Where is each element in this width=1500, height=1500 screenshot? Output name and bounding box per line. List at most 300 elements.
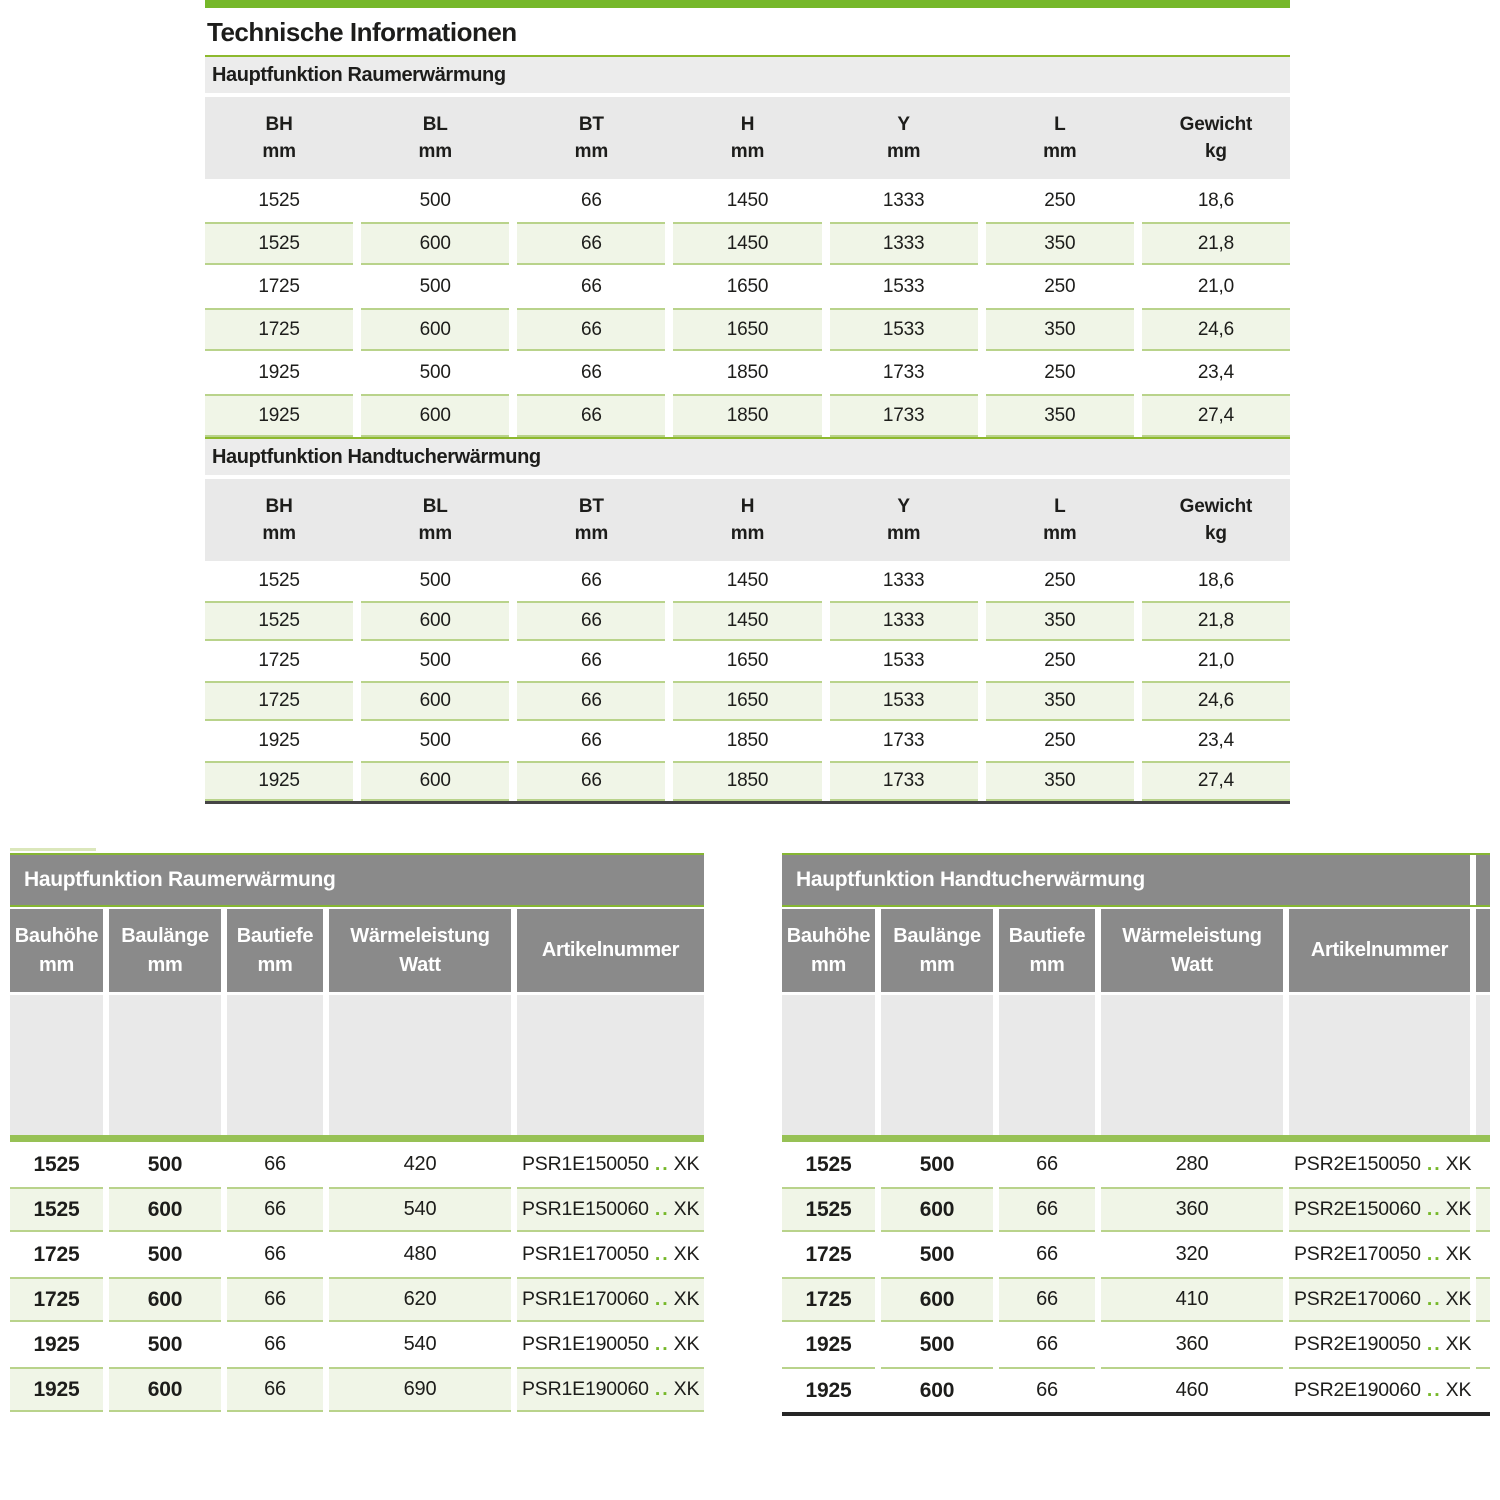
column-unit: mm <box>574 523 609 544</box>
column-label: Y <box>897 496 910 517</box>
data-cell: 66 <box>580 189 602 211</box>
data-cell: 1725 <box>10 1277 103 1322</box>
data-cell: 600 <box>881 1187 993 1232</box>
green-dots: .. <box>1426 1243 1442 1265</box>
data-cell: 1925 <box>258 730 300 751</box>
column-header <box>830 97 978 179</box>
column-label: Bautiefe <box>1008 924 1086 947</box>
bottom-table-raumerwaermung <box>10 848 704 1412</box>
data-cell: 1525 <box>205 222 353 265</box>
data-row <box>205 394 1290 437</box>
green-dots: .. <box>1426 1333 1442 1355</box>
article-suffix: XK <box>1445 1243 1472 1265</box>
data-cell: 1525 <box>205 601 353 641</box>
column-header <box>986 479 1134 561</box>
data-cell: 1850 <box>673 761 821 801</box>
article-number <box>517 1322 704 1367</box>
article-suffix: XK <box>1445 1288 1472 1310</box>
data-cell: 1525 <box>782 1187 875 1232</box>
data-cell: 1650 <box>726 275 769 297</box>
data-cell: 1533 <box>830 681 978 721</box>
data-row <box>205 179 1290 222</box>
column-header-row <box>205 97 1290 179</box>
dark-bottom-border <box>782 1412 1490 1416</box>
data-cell: 1450 <box>726 189 769 211</box>
data-cell: 690 <box>329 1367 511 1412</box>
data-cell: 27,4 <box>1142 761 1290 801</box>
data-cell: 27,4 <box>1142 394 1290 437</box>
data-cell: 1533 <box>830 308 978 351</box>
data-cell: 1650 <box>673 681 821 721</box>
column-header <box>227 909 323 992</box>
column-header <box>205 479 353 561</box>
data-cell: 1925 <box>258 361 300 383</box>
article-number <box>517 1232 704 1277</box>
column-unit: mm <box>1043 523 1077 544</box>
data-cell: 600 <box>361 681 509 721</box>
data-cell: 1650 <box>726 650 769 671</box>
article-suffix: XK <box>673 1333 700 1355</box>
column-header-row <box>782 909 1490 992</box>
column-label: L <box>1054 114 1066 135</box>
data-cell: 350 <box>986 222 1134 265</box>
article-suffix: XK <box>1445 1379 1472 1401</box>
column-unit: Watt <box>1171 953 1213 976</box>
data-row <box>205 561 1290 601</box>
data-row <box>205 641 1290 681</box>
data-cell: 66 <box>1036 1153 1058 1175</box>
article-number <box>517 1277 704 1322</box>
data-cell: 360 <box>1175 1333 1209 1355</box>
data-cell: 66 <box>999 1187 1095 1232</box>
column-unit: mm <box>811 953 846 976</box>
data-row <box>782 1142 1490 1187</box>
row-sliver <box>1476 1277 1490 1322</box>
article-suffix: XK <box>1445 1333 1472 1355</box>
data-cell: 1333 <box>882 570 925 591</box>
data-cell: 21,0 <box>1197 275 1234 297</box>
page-title: Technische Informationen <box>207 17 517 47</box>
article-prefix: PSR1E150050 <box>522 1153 649 1175</box>
data-cell: 250 <box>1044 730 1076 751</box>
table-title: Hauptfunktion Handtucherwärmung <box>782 855 1470 905</box>
data-cell: 66 <box>517 681 665 721</box>
column-header-row <box>205 479 1290 561</box>
article-prefix: PSR2E150060 <box>1294 1198 1421 1220</box>
green-dots: .. <box>654 1198 670 1220</box>
data-cell: 410 <box>1101 1277 1283 1322</box>
data-row <box>205 761 1290 801</box>
data-cell: 1850 <box>673 394 821 437</box>
data-cell: 1533 <box>882 275 925 297</box>
article-prefix: PSR2E190060 <box>1294 1379 1421 1401</box>
data-cell: 1525 <box>258 570 300 591</box>
data-cell: 66 <box>580 275 602 297</box>
data-row <box>205 601 1290 641</box>
data-cell: 320 <box>1175 1243 1209 1265</box>
column-label: Bauhöhe <box>14 924 99 947</box>
data-row <box>10 1367 704 1412</box>
data-row <box>205 308 1290 351</box>
data-cell: 500 <box>419 189 451 211</box>
column-label: Bautiefe <box>236 924 314 947</box>
column-label: Baulänge <box>121 924 209 947</box>
column-unit: mm <box>147 953 183 976</box>
top-table-handtucherwaermung <box>205 437 1290 801</box>
empty-cell <box>1289 995 1470 1135</box>
data-row <box>782 1277 1490 1322</box>
green-dots: .. <box>654 1378 670 1400</box>
column-label: BH <box>265 496 293 517</box>
green-dots: .. <box>1426 1288 1442 1310</box>
data-cell: 66 <box>999 1367 1095 1412</box>
data-cell: 1733 <box>882 730 925 751</box>
data-cell: 500 <box>919 1242 955 1266</box>
data-row <box>782 1367 1490 1412</box>
data-cell: 1650 <box>673 308 821 351</box>
table-body <box>782 1142 1490 1412</box>
data-cell: 1725 <box>782 1277 875 1322</box>
data-cell: 1450 <box>673 601 821 641</box>
data-cell: 1450 <box>726 570 769 591</box>
data-row <box>10 1142 704 1187</box>
article-number <box>1289 1187 1470 1232</box>
column-header <box>999 909 1095 992</box>
decor-strip <box>10 848 96 851</box>
column-header <box>329 909 511 992</box>
data-cell: 23,4 <box>1197 730 1234 751</box>
data-cell: 540 <box>329 1187 511 1232</box>
data-cell: 600 <box>109 1277 221 1322</box>
data-cell: 620 <box>329 1277 511 1322</box>
data-cell: 24,6 <box>1142 308 1290 351</box>
empty-cell <box>10 995 103 1135</box>
data-cell: 1333 <box>882 189 925 211</box>
column-label: Bauhöhe <box>786 924 871 947</box>
data-cell: 66 <box>227 1367 323 1412</box>
data-cell: 66 <box>580 650 602 671</box>
data-cell: 280 <box>1175 1153 1209 1175</box>
column-label: BH <box>265 114 293 135</box>
data-cell: 1850 <box>726 361 769 383</box>
data-row <box>782 1187 1490 1232</box>
column-header <box>361 479 509 561</box>
data-cell: 18,6 <box>1197 189 1234 211</box>
data-cell: 500 <box>419 650 451 671</box>
table-body <box>205 561 1290 801</box>
article-suffix: XK <box>1445 1198 1472 1220</box>
data-cell: 350 <box>986 394 1134 437</box>
data-cell: 500 <box>919 1152 955 1176</box>
green-dots: .. <box>654 1153 670 1175</box>
article-number <box>1289 1142 1470 1187</box>
empty-band <box>10 995 704 1135</box>
column-header <box>673 97 821 179</box>
column-header <box>782 909 875 992</box>
data-cell: 600 <box>361 222 509 265</box>
data-cell: 600 <box>881 1367 993 1412</box>
data-cell: 1725 <box>33 1242 80 1266</box>
data-cell: 250 <box>1044 361 1076 383</box>
column-unit: mm <box>730 523 765 544</box>
data-cell: 66 <box>1036 1243 1058 1265</box>
data-cell: 66 <box>227 1187 323 1232</box>
green-divider-line <box>10 905 704 907</box>
data-cell: 600 <box>361 601 509 641</box>
top-table-raumerwaermung <box>205 55 1290 437</box>
data-row <box>782 1322 1490 1367</box>
dark-bottom-border <box>205 801 1290 804</box>
data-cell: 1725 <box>258 275 300 297</box>
data-cell: 250 <box>1044 570 1076 591</box>
article-prefix: PSR1E150060 <box>522 1198 649 1220</box>
data-cell: 66 <box>517 761 665 801</box>
column-label: Y <box>897 114 910 135</box>
column-label: BL <box>422 114 448 135</box>
column-unit: kg <box>1205 523 1227 544</box>
column-label: H <box>740 114 755 135</box>
column-label: Wärmeleistung <box>350 924 490 947</box>
data-cell: 23,4 <box>1197 361 1234 383</box>
table-title-bar <box>10 855 704 905</box>
data-cell: 1925 <box>33 1332 80 1356</box>
data-cell: 1725 <box>205 681 353 721</box>
data-cell: 600 <box>109 1367 221 1412</box>
data-row <box>10 1277 704 1322</box>
table-body <box>10 1142 704 1412</box>
article-suffix: XK <box>673 1198 700 1220</box>
column-unit: mm <box>1043 141 1077 162</box>
table-title-bar <box>782 855 1490 905</box>
data-cell: 1733 <box>830 761 978 801</box>
data-cell: 500 <box>147 1242 183 1266</box>
green-dots: .. <box>654 1243 670 1265</box>
data-cell: 1525 <box>33 1152 80 1176</box>
data-cell: 460 <box>1101 1367 1283 1412</box>
data-cell: 66 <box>517 601 665 641</box>
green-dots: .. <box>1426 1379 1442 1401</box>
column-unit: mm <box>886 523 921 544</box>
data-cell: 1725 <box>258 650 300 671</box>
data-cell: 1925 <box>205 394 353 437</box>
data-cell: 500 <box>147 1152 183 1176</box>
data-cell: 500 <box>419 275 451 297</box>
data-row <box>205 222 1290 265</box>
data-cell: 1925 <box>205 761 353 801</box>
column-unit: mm <box>262 523 296 544</box>
article-number <box>517 1142 704 1187</box>
green-accent-bar <box>10 1135 704 1142</box>
data-cell: 66 <box>580 361 602 383</box>
data-cell: 66 <box>1036 1333 1058 1355</box>
data-cell: 1725 <box>805 1242 852 1266</box>
column-header <box>986 97 1134 179</box>
column-label: L <box>1054 496 1066 517</box>
data-cell: 420 <box>403 1153 437 1175</box>
data-row <box>10 1187 704 1232</box>
article-number <box>1289 1232 1470 1277</box>
data-cell: 350 <box>986 761 1134 801</box>
green-accent-bar <box>782 1135 1490 1142</box>
column-unit: Watt <box>399 953 441 976</box>
column-label: BT <box>578 114 604 135</box>
article-number <box>1289 1322 1470 1367</box>
article-prefix: PSR1E190050 <box>522 1333 649 1355</box>
data-cell: 480 <box>403 1243 437 1265</box>
article-suffix: XK <box>1445 1153 1472 1175</box>
data-cell: 500 <box>419 570 451 591</box>
empty-cell <box>1476 995 1490 1135</box>
technical-info-section <box>205 0 1290 804</box>
empty-cell <box>329 995 511 1135</box>
data-cell: 600 <box>881 1277 993 1322</box>
column-label: Baulänge <box>893 924 981 947</box>
article-prefix: PSR2E150050 <box>1294 1153 1421 1175</box>
data-cell: 21,8 <box>1142 222 1290 265</box>
data-cell: 250 <box>1044 650 1076 671</box>
column-header <box>1142 479 1290 561</box>
row-sliver <box>1476 1322 1490 1367</box>
data-cell: 1333 <box>830 601 978 641</box>
column-label: Wärmeleistung <box>1122 924 1262 947</box>
data-cell: 1733 <box>830 394 978 437</box>
data-row <box>10 1232 704 1277</box>
data-cell: 350 <box>986 681 1134 721</box>
column-label: BL <box>422 496 448 517</box>
column-header <box>673 479 821 561</box>
data-cell: 66 <box>999 1277 1095 1322</box>
data-cell: 24,6 <box>1142 681 1290 721</box>
data-cell: 1850 <box>726 730 769 751</box>
article-suffix: XK <box>673 1288 700 1310</box>
article-suffix: XK <box>673 1153 700 1175</box>
data-cell: 66 <box>580 570 602 591</box>
data-cell: 1925 <box>805 1332 852 1356</box>
section-header: Hauptfunktion Handtucherwärmung <box>205 439 1290 475</box>
data-cell: 500 <box>919 1332 955 1356</box>
article-prefix: PSR2E190050 <box>1294 1333 1421 1355</box>
column-header: Artikelnummer <box>517 909 704 992</box>
column-header: Artikelnummer <box>1289 909 1470 992</box>
green-accent-bar <box>205 0 1290 8</box>
column-unit: mm <box>886 141 921 162</box>
column-label: H <box>740 496 755 517</box>
data-row <box>205 351 1290 394</box>
data-cell: 66 <box>264 1153 286 1175</box>
empty-cell <box>999 995 1095 1135</box>
column-header <box>205 97 353 179</box>
header-sliver <box>1476 909 1490 992</box>
data-cell: 18,6 <box>1197 570 1234 591</box>
column-label: BT <box>578 496 604 517</box>
column-header <box>10 909 103 992</box>
data-cell: 500 <box>419 730 451 751</box>
data-row <box>782 1232 1490 1277</box>
green-dots: .. <box>654 1288 670 1310</box>
empty-cell <box>1101 995 1283 1135</box>
data-cell: 1733 <box>882 361 925 383</box>
data-cell: 600 <box>361 394 509 437</box>
data-cell: 1525 <box>258 189 300 211</box>
data-cell: 500 <box>419 361 451 383</box>
column-header <box>517 97 665 179</box>
article-suffix: XK <box>673 1378 700 1400</box>
green-dots: .. <box>654 1333 670 1355</box>
green-dots: .. <box>1426 1153 1442 1175</box>
column-header <box>830 479 978 561</box>
column-header-row <box>10 909 704 992</box>
table-body <box>205 179 1290 437</box>
data-cell: 1450 <box>673 222 821 265</box>
column-unit: mm <box>418 141 452 162</box>
column-unit: kg <box>1205 141 1227 162</box>
article-prefix: PSR1E170060 <box>522 1288 649 1310</box>
column-header <box>361 97 509 179</box>
column-header <box>1142 97 1290 179</box>
empty-band <box>782 995 1490 1135</box>
article-prefix: PSR2E170050 <box>1294 1243 1421 1265</box>
article-number <box>517 1187 704 1232</box>
column-unit: mm <box>730 141 765 162</box>
column-unit: mm <box>262 141 296 162</box>
data-cell: 350 <box>986 601 1134 641</box>
column-unit: mm <box>1029 953 1065 976</box>
data-cell: 1333 <box>830 222 978 265</box>
column-label: Gewicht <box>1179 496 1253 517</box>
data-cell: 66 <box>264 1243 286 1265</box>
data-cell: 1533 <box>882 650 925 671</box>
data-cell: 66 <box>580 730 602 751</box>
data-cell: 250 <box>1044 189 1076 211</box>
row-sliver <box>1476 1187 1490 1232</box>
column-header <box>109 909 221 992</box>
article-number <box>1289 1367 1470 1412</box>
data-cell: 350 <box>986 308 1134 351</box>
data-cell: 66 <box>517 222 665 265</box>
row-sliver <box>1476 1142 1490 1187</box>
data-cell: 1525 <box>10 1187 103 1232</box>
empty-cell <box>227 995 323 1135</box>
column-unit: mm <box>919 953 955 976</box>
data-cell: 66 <box>517 394 665 437</box>
data-cell: 21,8 <box>1142 601 1290 641</box>
green-divider-line <box>782 905 1490 907</box>
data-cell: 540 <box>403 1333 437 1355</box>
data-cell: 66 <box>227 1277 323 1322</box>
data-cell: 21,0 <box>1197 650 1234 671</box>
column-unit: mm <box>257 953 293 976</box>
article-prefix: PSR1E170050 <box>522 1243 649 1265</box>
data-row <box>205 721 1290 761</box>
data-cell: 1925 <box>782 1367 875 1412</box>
section-header: Hauptfunktion Raumerwärmung <box>205 57 1290 93</box>
column-header <box>881 909 993 992</box>
column-unit: mm <box>39 953 74 976</box>
article-number <box>1289 1277 1470 1322</box>
data-cell: 1925 <box>10 1367 103 1412</box>
data-cell: 500 <box>147 1332 183 1356</box>
column-label: Gewicht <box>1179 114 1253 135</box>
data-cell: 66 <box>264 1333 286 1355</box>
empty-cell <box>881 995 993 1135</box>
article-number <box>517 1367 704 1412</box>
column-header <box>1101 909 1283 992</box>
data-cell: 360 <box>1101 1187 1283 1232</box>
data-cell: 250 <box>1044 275 1076 297</box>
data-row <box>10 1322 704 1367</box>
data-cell: 600 <box>361 761 509 801</box>
column-unit: mm <box>574 141 609 162</box>
